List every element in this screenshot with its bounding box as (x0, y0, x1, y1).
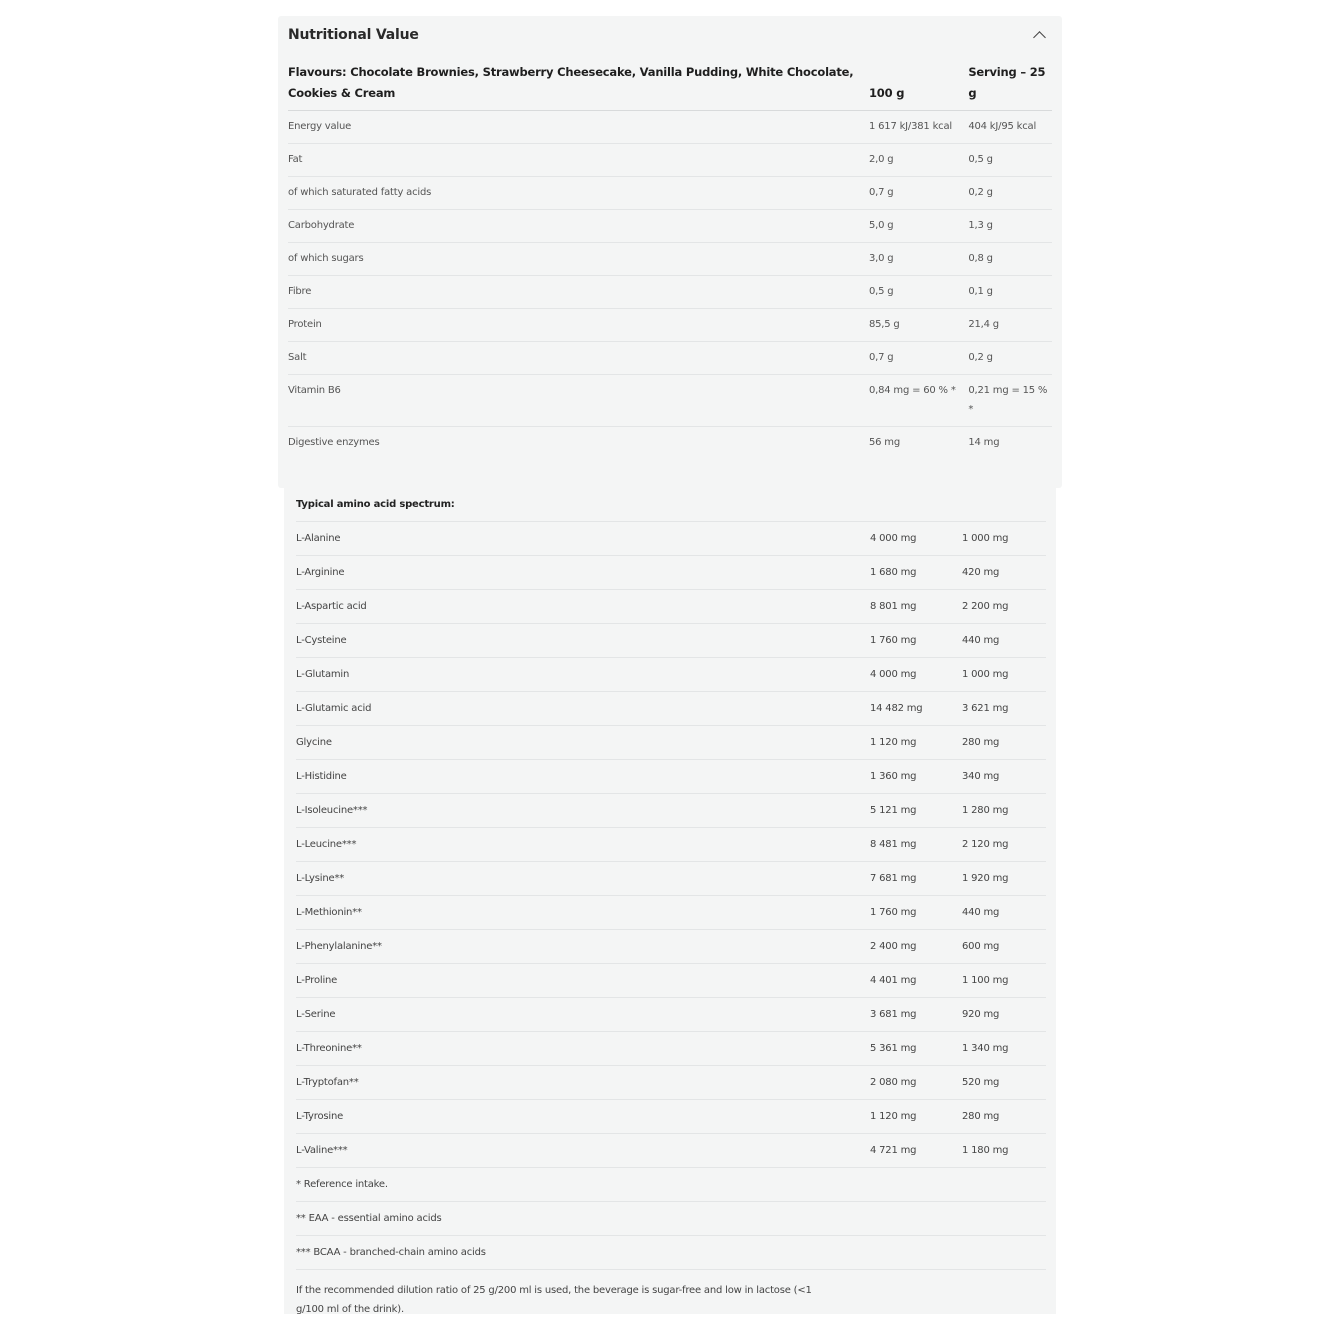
amino-per-100g: 1 760 mg (870, 624, 962, 658)
value-per-serving: 0,2 g (968, 342, 1052, 375)
value-per-100g: 1 617 kJ/381 kcal (869, 111, 968, 144)
nutrition-panel (278, 16, 1062, 488)
amino-per-100g: 4 401 mg (870, 964, 962, 998)
footnote-row (296, 1202, 1046, 1236)
nutrition-row (288, 375, 1052, 427)
amino-row (296, 794, 1046, 828)
nutrient-name: Fibre (288, 276, 869, 309)
footnote-row (296, 1168, 1046, 1202)
amino-per-serving: 920 mg (962, 998, 1046, 1032)
amino-per-100g: 1 360 mg (870, 760, 962, 794)
nutrition-row (288, 144, 1052, 177)
value-per-serving: 0,2 g (968, 177, 1052, 210)
amino-name: L-Threonine** (296, 1032, 870, 1066)
amino-per-100g: 2 080 mg (870, 1066, 962, 1100)
amino-name: L-Tyrosine (296, 1100, 870, 1134)
amino-acid-table (296, 488, 1046, 1319)
nutrient-name: Fat (288, 144, 869, 177)
value-per-serving: 0,8 g (968, 243, 1052, 276)
amino-row (296, 964, 1046, 998)
amino-name: L-Proline (296, 964, 870, 998)
amino-per-serving: 1 180 mg (962, 1134, 1046, 1168)
nutrition-table-header (288, 62, 1052, 111)
nutrient-name: Energy value (288, 111, 869, 144)
amino-per-serving: 1 000 mg (962, 522, 1046, 556)
amino-per-serving: 440 mg (962, 896, 1046, 930)
nutrition-row (288, 309, 1052, 342)
amino-per-100g: 2 400 mg (870, 930, 962, 964)
amino-row (296, 556, 1046, 590)
amino-per-serving: 600 mg (962, 930, 1046, 964)
amino-name: L-Serine (296, 998, 870, 1032)
dilution-note-row (296, 1270, 1046, 1320)
amino-row (296, 896, 1046, 930)
value-per-serving: 21,4 g (968, 309, 1052, 342)
amino-name: L-Histidine (296, 760, 870, 794)
col-100g-header: 100 g (868, 86, 905, 100)
amino-name: L-Phenylalanine** (296, 930, 870, 964)
amino-per-100g: 1 120 mg (870, 1100, 962, 1134)
amino-per-100g: 8 481 mg (870, 828, 962, 862)
amino-name: L-Glutamic acid (296, 692, 870, 726)
nutrition-row (288, 427, 1052, 460)
amino-per-serving: 280 mg (962, 1100, 1046, 1134)
panel-title: Nutritional Value (288, 27, 419, 43)
value-per-100g: 85,5 g (869, 309, 968, 342)
amino-row (296, 692, 1046, 726)
value-per-100g: 0,7 g (869, 342, 968, 375)
amino-per-serving: 520 mg (962, 1066, 1046, 1100)
amino-per-serving: 420 mg (962, 556, 1046, 590)
amino-row (296, 1100, 1046, 1134)
nutrient-name: Salt (288, 342, 869, 375)
amino-name: L-Cysteine (296, 624, 870, 658)
flavours-header: Flavours: Chocolate Brownies, Strawberry Cheesecake, Vanilla Pudding, White Chocolate, Cookies & Cream (288, 65, 854, 100)
panel-header[interactable] (288, 24, 1048, 46)
value-per-serving: 0,5 g (968, 144, 1052, 177)
nutrition-table (288, 62, 1052, 459)
nutrient-name: of which saturated fatty acids (288, 177, 869, 210)
amino-row (296, 624, 1046, 658)
amino-name: L-Tryptofan** (296, 1066, 870, 1100)
amino-row (296, 522, 1046, 556)
col-serving-header: Serving – 25 g (968, 65, 1046, 100)
amino-per-100g: 5 361 mg (870, 1032, 962, 1066)
amino-per-100g: 1 760 mg (870, 896, 962, 930)
amino-per-100g: 4 721 mg (870, 1134, 962, 1168)
amino-per-serving: 440 mg (962, 624, 1046, 658)
amino-row (296, 590, 1046, 624)
nutrition-row (288, 243, 1052, 276)
amino-row (296, 1066, 1046, 1100)
empty-cell (870, 488, 962, 522)
nutrition-row (288, 111, 1052, 144)
nutrient-name: Protein (288, 309, 869, 342)
amino-name: L-Valine*** (296, 1134, 870, 1168)
value-per-serving: 0,1 g (968, 276, 1052, 309)
dilution-note: If the recommended dilution ratio of 25 g/200 ml is used, the beverage is sugar-free and low in lactose (<1 g/100 ml of the drink). (296, 1285, 812, 1315)
value-per-100g: 3,0 g (869, 243, 968, 276)
amino-row (296, 1134, 1046, 1168)
amino-per-serving: 3 621 mg (962, 692, 1046, 726)
nutrient-name: Carbohydrate (288, 210, 869, 243)
amino-per-serving: 340 mg (962, 760, 1046, 794)
amino-per-serving: 1 000 mg (962, 658, 1046, 692)
nutrient-name: Digestive enzymes (288, 437, 380, 448)
amino-name: L-Glutamin (296, 658, 870, 692)
value-per-100g: 0,5 g (869, 276, 968, 309)
value-per-100g: 0,84 mg = 60 % * (869, 375, 968, 427)
empty-cell (962, 488, 1046, 522)
amino-per-100g: 4 000 mg (870, 522, 962, 556)
amino-heading: Typical amino acid spectrum: (296, 488, 870, 522)
dilution-note-cell (296, 1270, 1046, 1320)
footnote: *** BCAA - branched-chain amino acids (296, 1236, 1046, 1270)
amino-name: L-Aspartic acid (296, 590, 870, 624)
amino-row (296, 760, 1046, 794)
amino-row (296, 726, 1046, 760)
amino-per-serving: 1 920 mg (962, 862, 1046, 896)
amino-name: L-Arginine (296, 556, 870, 590)
amino-per-serving: 1 280 mg (962, 794, 1046, 828)
value-per-serving: 0,21 mg = 15 % * (968, 375, 1052, 427)
nutrition-row (288, 177, 1052, 210)
nutrition-row (288, 210, 1052, 243)
amino-row (296, 1032, 1046, 1066)
amino-name: L-Lysine** (296, 862, 870, 896)
nutrient-name: Vitamin B6 (288, 375, 869, 427)
amino-row (296, 930, 1046, 964)
footnote-row (296, 1236, 1046, 1270)
amino-row (296, 998, 1046, 1032)
amino-per-serving: 1 340 mg (962, 1032, 1046, 1066)
amino-per-100g: 14 482 mg (870, 692, 962, 726)
amino-acid-section (284, 488, 1056, 1314)
amino-row (296, 658, 1046, 692)
chevron-up-icon[interactable] (1033, 31, 1046, 44)
amino-per-100g: 4 000 mg (870, 658, 962, 692)
amino-name: Glycine (296, 726, 870, 760)
amino-per-100g: 3 681 mg (870, 998, 962, 1032)
value-per-100g: 2,0 g (869, 144, 968, 177)
value-per-100g: 5,0 g (869, 210, 968, 243)
amino-per-serving: 1 100 mg (962, 964, 1046, 998)
amino-per-100g: 7 681 mg (870, 862, 962, 896)
nutrition-row (288, 342, 1052, 375)
amino-per-serving: 2 200 mg (962, 590, 1046, 624)
value-per-100g: 56 mg (868, 437, 900, 448)
amino-per-serving: 280 mg (962, 726, 1046, 760)
amino-name: L-Isoleucine*** (296, 794, 870, 828)
amino-name: L-Alanine (296, 522, 870, 556)
amino-heading-row (296, 488, 1046, 522)
amino-row (296, 862, 1046, 896)
amino-name: L-Leucine*** (296, 828, 870, 862)
footnote: * Reference intake. (296, 1168, 1046, 1202)
amino-per-100g: 1 120 mg (870, 726, 962, 760)
amino-per-serving: 2 120 mg (962, 828, 1046, 862)
value-per-serving: 14 mg (968, 437, 1000, 448)
nutrient-name: of which sugars (288, 243, 869, 276)
value-per-100g: 0,7 g (869, 177, 968, 210)
amino-name: L-Methionin** (296, 896, 870, 930)
amino-row (296, 828, 1046, 862)
footnote: ** EAA - essential amino acids (296, 1202, 1046, 1236)
amino-per-100g: 5 121 mg (870, 794, 962, 828)
value-per-serving: 404 kJ/95 kcal (968, 111, 1052, 144)
amino-per-100g: 1 680 mg (870, 556, 962, 590)
amino-per-100g: 8 801 mg (870, 590, 962, 624)
nutrition-row (288, 276, 1052, 309)
value-per-serving: 1,3 g (968, 210, 1052, 243)
